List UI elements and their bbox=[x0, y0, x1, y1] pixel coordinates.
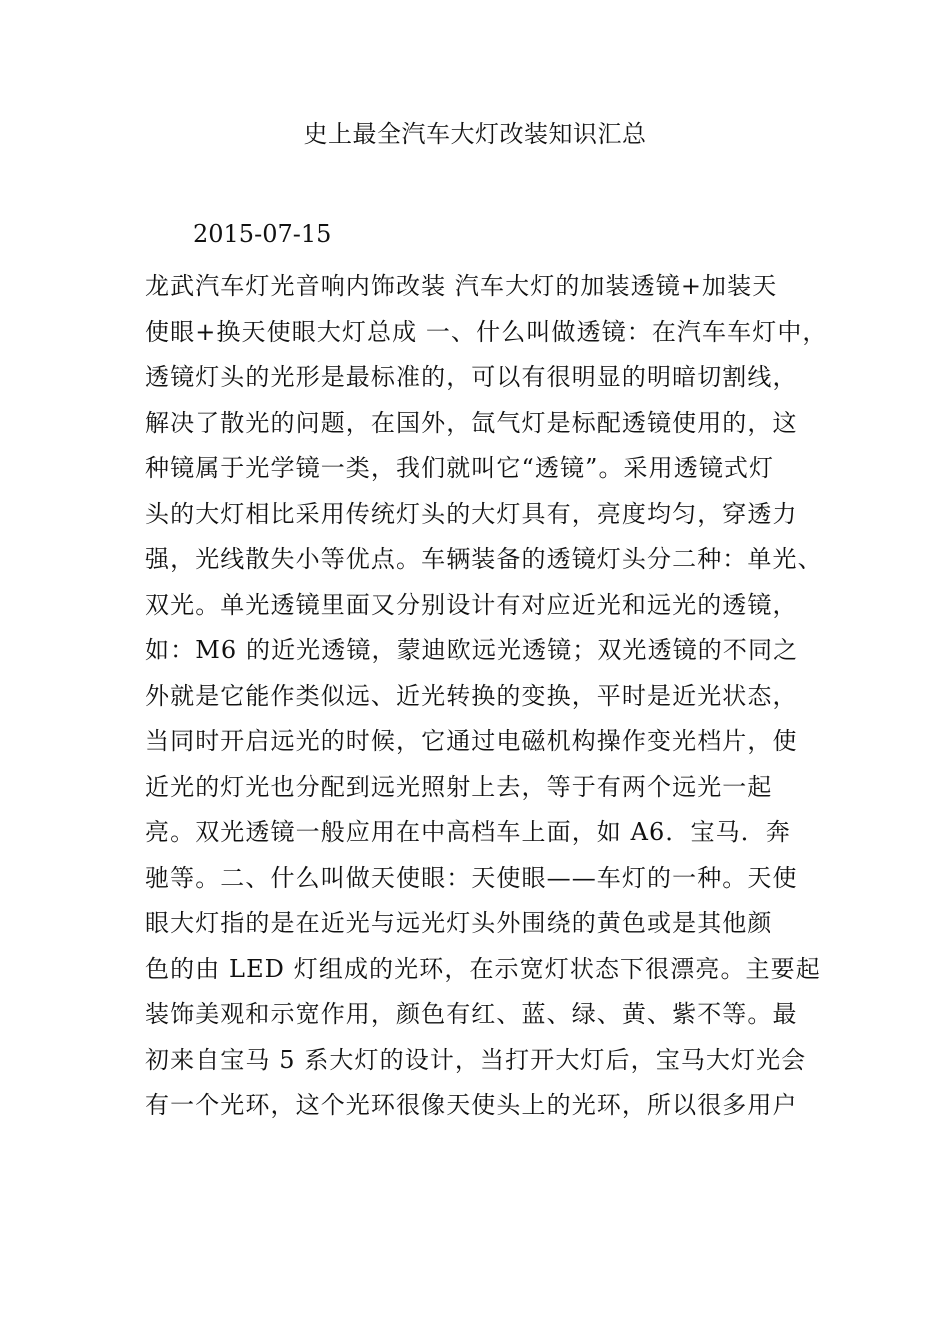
text-line: 驰等。二、什么叫做天使眼：天使眼——车灯的一种。天使 bbox=[145, 863, 798, 892]
document-date: 2015-07-15 bbox=[193, 220, 332, 248]
text-line: 双光。单光透镜里面又分别设计有对应近光和远光的透镜， bbox=[145, 590, 798, 619]
document-title: 史上最全汽车大灯改装知识汇总 bbox=[303, 120, 647, 148]
text-line: 解决了散光的问题，在国外，氙气灯是标配透镜使用的，这 bbox=[145, 408, 798, 437]
text-line: 色的由 LED 灯组成的光环，在示宽灯状态下很漂亮。主要起 bbox=[145, 954, 821, 983]
text-line: 透镜灯头的光形是最标准的，可以有很明显的明暗切割线， bbox=[145, 363, 798, 391]
text-line: 装饰美观和示宽作用，颜色有红、蓝、绿、黄、紫不等。最 bbox=[145, 1000, 798, 1028]
text-line: 近光的灯光也分配到远光照射上去，等于有两个远光一起 bbox=[145, 772, 773, 801]
text-line: 强，光线散失小等优点。车辆装备的透镜灯头分二种：单光、 bbox=[145, 545, 823, 573]
text-line: 眼大灯指的是在近光与远光灯头外围绕的黄色或是其他颜 bbox=[145, 909, 773, 937]
text-line: 外就是它能作类似远、近光转换的变换，平时是近光状态， bbox=[145, 681, 798, 710]
text-line: 如：M6 的近光透镜，蒙迪欧远光透镜；双光透镜的不同之 bbox=[145, 636, 799, 664]
text-line: 使眼+换天使眼大灯总成 一、什么叫做透镜：在汽车车灯中， bbox=[145, 317, 828, 346]
text-line: 初来自宝马 5 系大灯的设计，当打开大灯后，宝马大灯光会 bbox=[145, 1045, 807, 1074]
text-line: 头的大灯相比采用传统灯头的大灯具有，亮度均匀，穿透力 bbox=[145, 499, 798, 528]
text-line: 龙武汽车灯光音响内饰改装 汽车大灯的加装透镜+加装天 bbox=[145, 272, 778, 300]
text-line: 有一个光环，这个光环很像天使头上的光环，所以很多用户 bbox=[145, 1091, 798, 1119]
text-line: 当同时开启远光的时候，它通过电磁机构操作变光档片，使 bbox=[145, 727, 798, 755]
text-line: 种镜属于光学镜一类，我们就叫它“透镜”。采用透镜式灯 bbox=[145, 454, 775, 482]
text-line: 亮。双光透镜一般应用在中高档车上面，如 A6．宝马．奔 bbox=[145, 818, 791, 846]
body-text bbox=[145, 264, 828, 1129]
